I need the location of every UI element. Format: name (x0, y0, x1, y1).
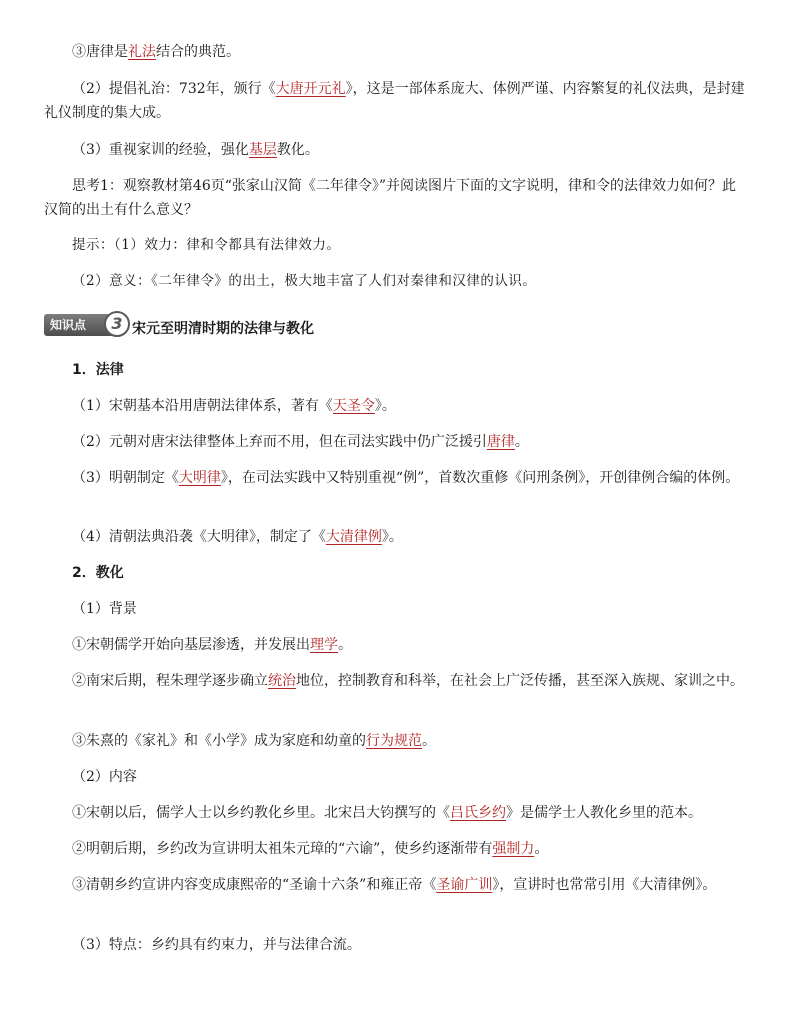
highlight-answer: 唐律 (486, 434, 515, 450)
highlight-answer: 天圣令 (332, 398, 375, 414)
text: （2）提倡礼治：732年，颁行《 (72, 81, 276, 97)
knowledge-point-header (44, 314, 444, 340)
text: 》。 (374, 398, 396, 414)
hint-2: （2）意义：《二年律令》的出土，极大地丰富了人们对秦律和汉律的认识。 (72, 273, 537, 289)
edu-bg-1 (72, 633, 744, 657)
edu-content-3 (44, 873, 750, 897)
knowledge-point-badge: 知识点 (44, 314, 120, 336)
edu-content-1 (72, 801, 744, 825)
highlight-answer: 行为规范 (366, 733, 422, 749)
text: （3）重视家训的经验，强化 (72, 142, 249, 158)
law-song (72, 394, 744, 418)
text: ③清朝乡约宣讲内容变成康熙帝的“圣谕十六条”和雍正帝《 (72, 877, 437, 893)
text: （3）明朝制定《 (72, 470, 179, 486)
text: 。 (534, 841, 549, 857)
text: ②南宋后期，程朱理学逐步确立 (72, 673, 268, 689)
heading-law: 1．法律 (72, 362, 124, 378)
text: ①宋朝儒学开始向基层渗透，并发展出 (72, 637, 310, 653)
text: （4）清朝法典沿袭《大明律》，制定了《 (72, 529, 326, 545)
text: 地位，控制教育和科举，在社会上广泛传播，甚至深入族规、家训之中。 (296, 673, 744, 689)
text: 》是儒学士人教化乡里的范本。 (506, 805, 702, 821)
text: 教化。 (276, 142, 319, 158)
highlight-answer: 大清律例 (325, 529, 382, 545)
edu-bg-2 (44, 669, 750, 693)
highlight-answer: 大唐开元礼 (275, 81, 346, 97)
text: ③朱熹的《家礼》和《小学》成为家庭和幼童的 (72, 733, 366, 749)
knowledge-point-number: 3 (104, 311, 130, 337)
text: 结合的典范。 (156, 44, 240, 60)
highlight-answer: 大明律 (178, 470, 221, 486)
think-question: 思考1：观察教材第46页“张家山汉简《二年律令》”并阅读图片下面的文字说明，律和令的法律效力如何？此汉简的出土有什么意义？ (44, 178, 737, 218)
edu-content-label: （2）内容 (72, 769, 137, 785)
law-qing (72, 525, 744, 549)
highlight-answer: 圣谕广训 (436, 877, 493, 893)
text: 。 (422, 733, 436, 749)
hint-1: 提示：（1）效力：律和令都具有法律效力。 (72, 237, 341, 253)
edu-bg-3 (72, 729, 744, 753)
edu-content-2 (72, 837, 744, 861)
law-ming (44, 466, 750, 490)
highlight-answer: 强制力 (492, 841, 535, 857)
line-tang-law (72, 40, 744, 64)
text: 。 (514, 434, 529, 450)
text: 》，这是一部体系庞大、体例严谨、内容繁复的礼仪法典，是封建礼仪制度的集大成。 (44, 81, 745, 121)
text: 》，在司法实践中又特别重视“例”，首数次重修《问刑条例》，开创律例合编的体例。 (220, 470, 740, 486)
text: 》，宣讲时也常常引用《大清律例》。 (492, 877, 717, 893)
text: ③唐律是 (72, 44, 128, 60)
section-title: 宋元至明清时期的法律与教化 (132, 321, 314, 337)
text: ①宋朝以后，儒学人士以乡约教化乡里。北宋吕大钧撰写的《 (72, 805, 450, 821)
line-family-instruction (72, 138, 744, 162)
text: 。 (338, 637, 352, 653)
law-yuan (72, 430, 744, 454)
highlight-answer: 统治 (268, 673, 296, 689)
highlight-answer: 礼法 (128, 44, 156, 60)
edu-background-label: （1）背景 (72, 601, 137, 617)
text: （1）宋朝基本沿用唐朝法律体系，著有《 (72, 398, 333, 414)
text: ②明朝后期，乡约改为宣讲明太祖朱元璋的“六谕”，使乡约逐渐带有 (72, 841, 493, 857)
edu-feature: （3）特点：乡约具有约束力，并与法律合流。 (72, 937, 361, 953)
text: 》。 (381, 529, 403, 545)
highlight-answer: 吕氏乡约 (450, 805, 506, 821)
highlight-answer: 基层 (248, 142, 277, 158)
text: （2）元朝对唐宋法律整体上弃而不用，但在司法实践中仍广泛援引 (72, 434, 487, 450)
highlight-answer: 理学 (310, 637, 338, 653)
heading-education: 2．教化 (72, 565, 124, 581)
line-kaiyuan-li (44, 77, 750, 125)
